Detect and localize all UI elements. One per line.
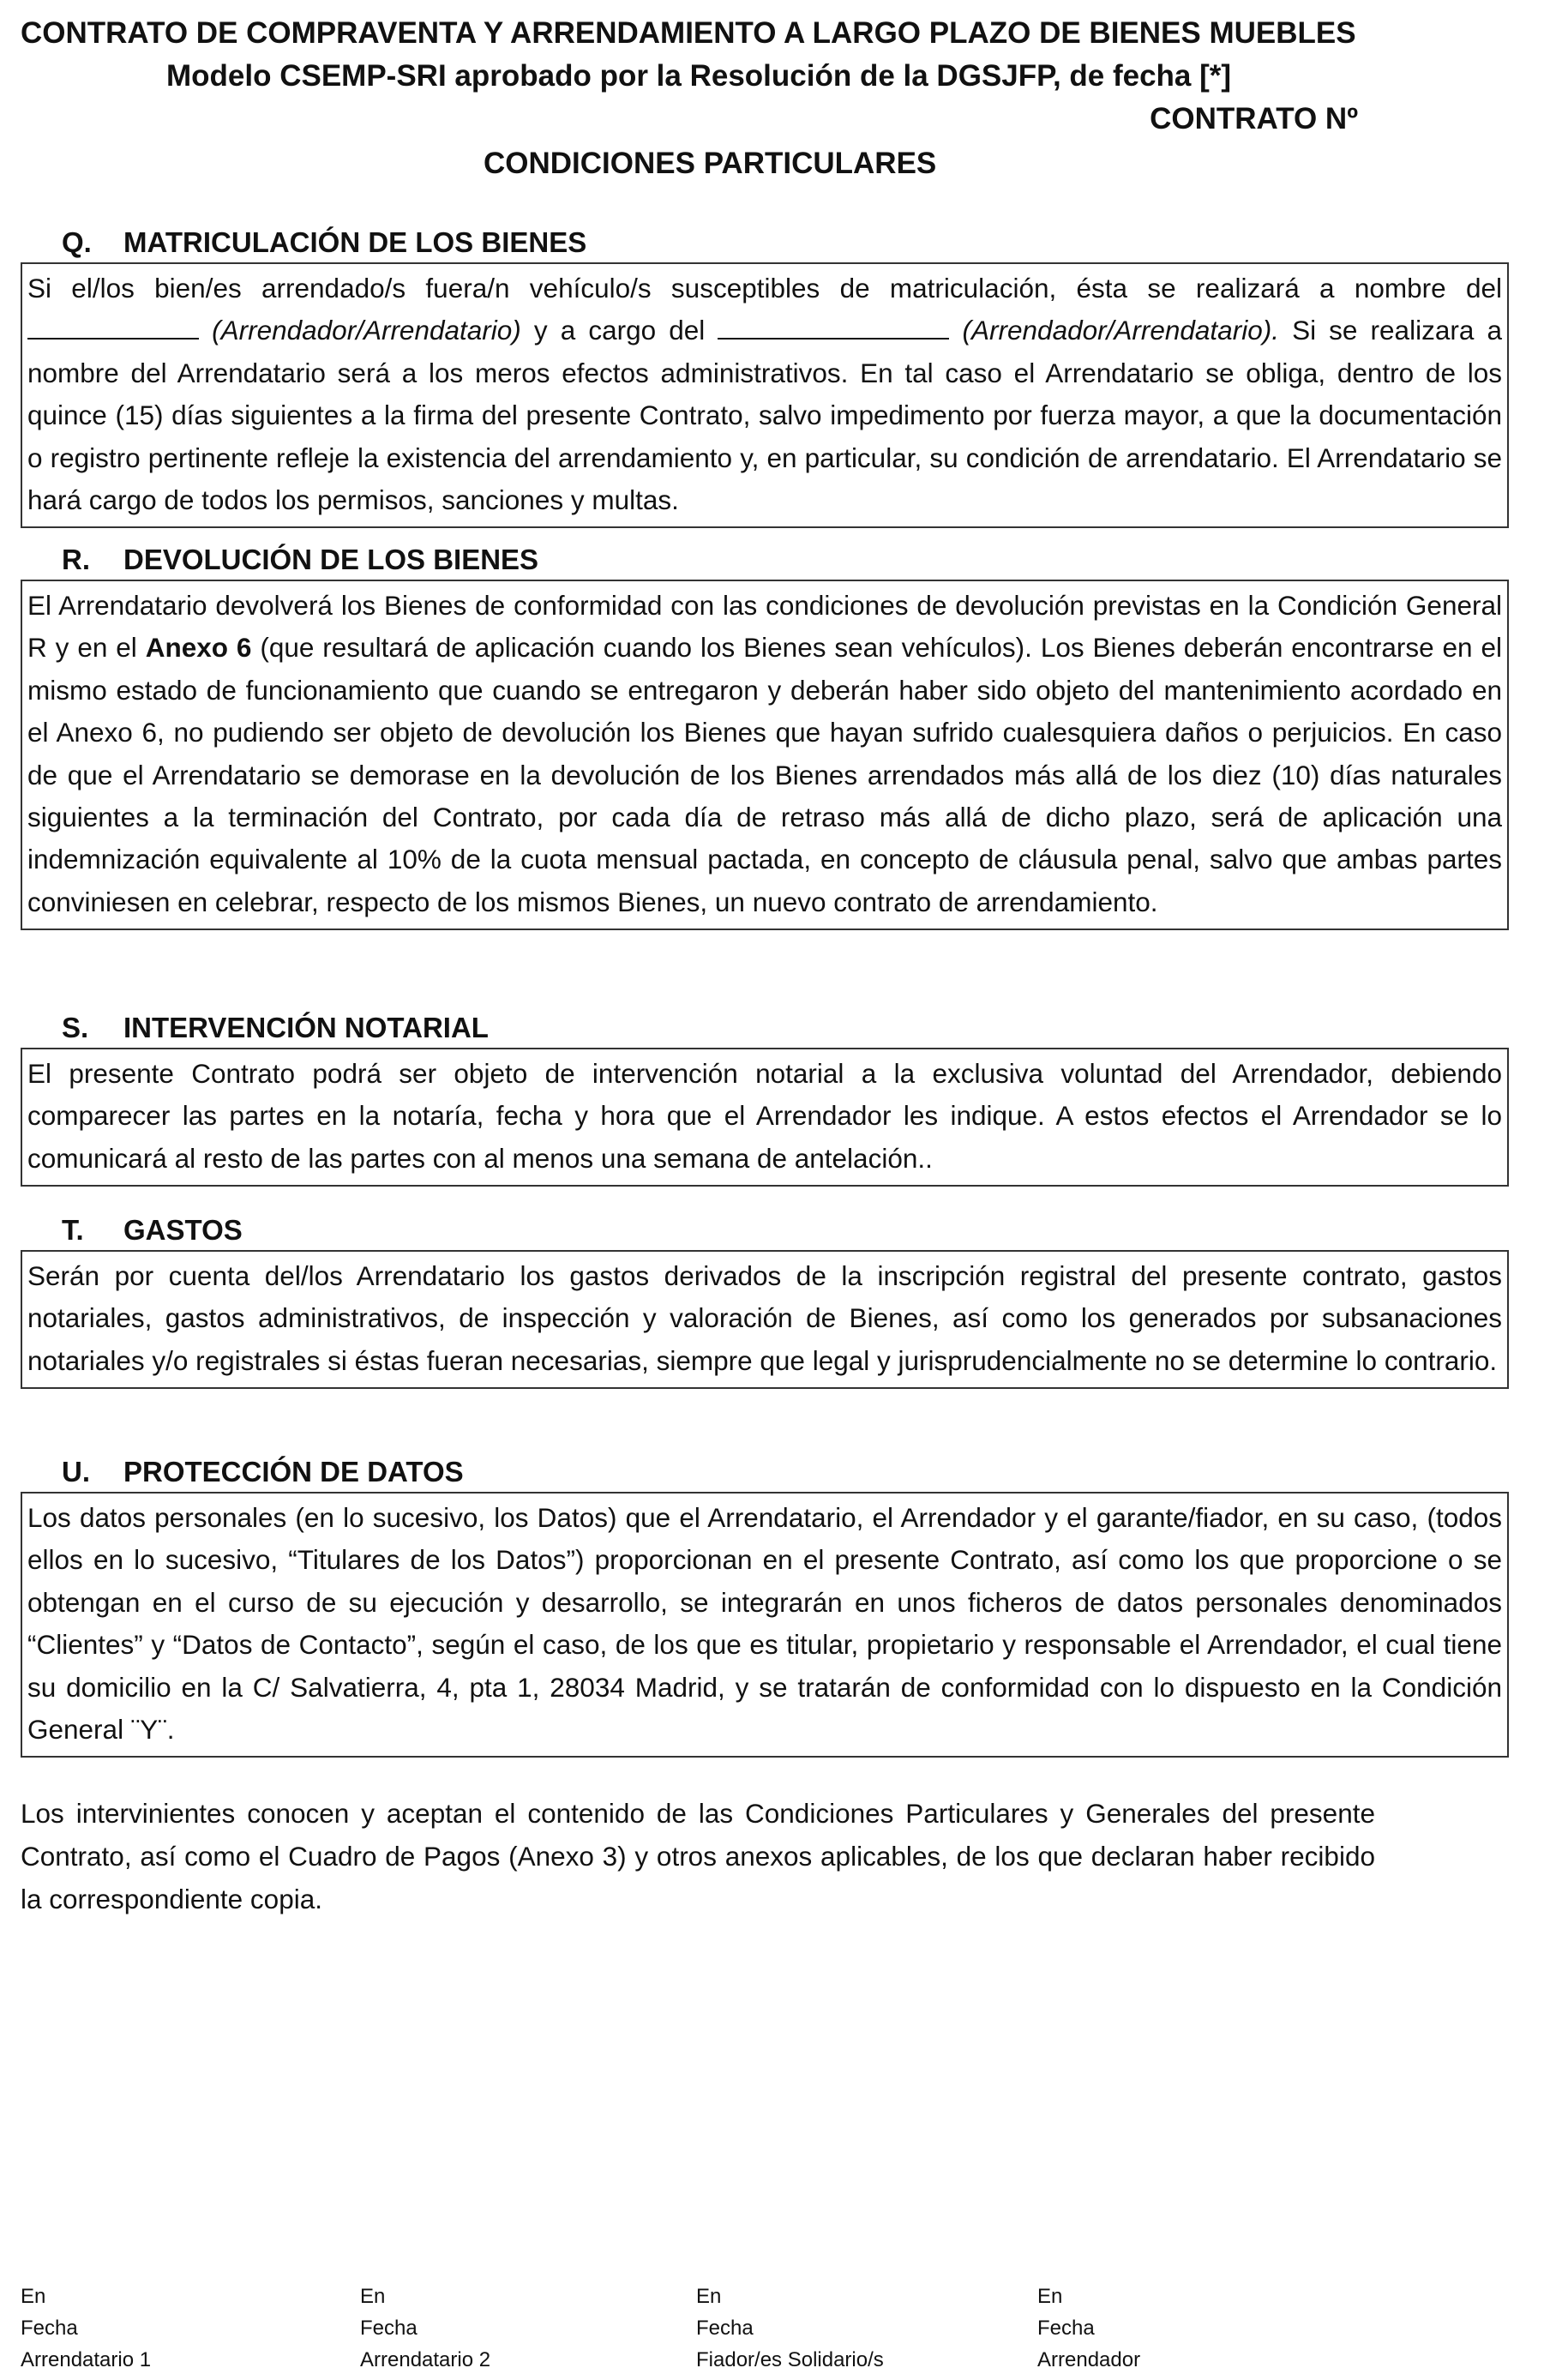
section-q [21, 223, 1509, 528]
section-q-option-1: (Arrendador/Arrendatario) [212, 315, 521, 346]
section-q-option-2: (Arrendador/Arrendatario). [962, 315, 1279, 346]
section-r-text-2: (que resultará de aplicación cuando los Bienes sean vehículos). Los Bienes deberán encontrarse en el mismo estado de funcionamiento que cuando se entregaron y deberán haber sido objeto del mantenimiento acordado en el Anexo 6, no pudiendo ser objeto de devolución los Bienes que hayan sufrido cualesquiera daños o perjuicios. En caso de que el Arrendatario se demorase en la devolución de los Bienes arrendados más allá de los diez (10) días naturales siguientes a la terminación del Contrato, por cada día de retraso más allá de dicho plazo, será de aplicación una indemnización equivalente al 10% de la cuota mensual pactada, en concepto de cláusula penal, salvo que ambas partes conviniesen en celebrar, respecto de los mismos Bienes, un nuevo contrato de arrendamiento. [27, 632, 1502, 917]
section-subtitle: CONDICIONES PARTICULARES [484, 147, 937, 180]
section-t-title: GASTOS [123, 1214, 243, 1246]
signature-block [21, 2281, 1550, 2375]
document-header [21, 12, 1529, 185]
signature-date: Fecha [696, 2317, 754, 2340]
section-u [21, 1452, 1509, 1758]
blank-field-payer[interactable] [718, 314, 949, 340]
section-t-letter: T. [62, 1214, 84, 1246]
blank-field-registrant[interactable] [27, 314, 199, 340]
signature-arrendador [1037, 2281, 1140, 2376]
section-r-annex-ref: Anexo 6 [145, 632, 252, 664]
signature-date: Fecha [21, 2317, 78, 2340]
document-title: CONTRATO DE COMPRAVENTA Y ARRENDAMIENTO A LARGO PLAZO DE BIENES MUEBLES [21, 16, 1356, 50]
section-u-body: Los datos personales (en lo sucesivo, los Datos) que el Arrendatario, el Arrendador y el garante/fiador, en su caso, (todos ellos en lo sucesivo, “Titulares de los Datos”) proporcionan en el presente Contrato, así como los que proporcione o se obtengan en el curso de su ejecución y desarrollo, se integrarán en unos ficheros de datos personales denominados “Clientes” y “Datos de Contacto”, según el caso, de los que es titular, propietario y responsable el Arrendador, el cual tiene su domicilio en la C/ Salvatierra, 4, pta 1, 28034 Madrid, y se tratarán de conformidad con lo dispuesto en la Condición General ¨Y¨. [21, 1492, 1509, 1758]
section-r-body [21, 580, 1509, 930]
signature-role: Arrendatario 1 [21, 2348, 152, 2371]
section-q-letter: Q. [62, 226, 92, 258]
section-s-heading [21, 1008, 1509, 1048]
signature-arrendatario-2 [360, 2281, 490, 2376]
section-q-text-2: Si se realizara a nombre del Arrendatario será a los meros efectos administrativos. En tal caso el Arrendatario se obliga, dentro de los quince (15) días siguientes a la firma del presente Contrato, salvo impedimento por fuerza mayor, a que la documentación o registro pertinente refleje la existencia del arrendamiento y, en particular, su condición de arrendatario. El Arrendatario se hará cargo de todos los permisos, sanciones y multas. [27, 315, 1502, 516]
section-r-title: DEVOLUCIÓN DE LOS BIENES [123, 544, 539, 575]
signature-arrendatario-1 [21, 2281, 151, 2376]
section-q-body [21, 262, 1509, 528]
closing-statement: Los intervinientes conocen y aceptan el contenido de las Condiciones Particulares y Generales del presente Contrato, así como el Cuadro de Pagos (Anexo 3) y otros anexos aplicables, de los que declaran haber recibido la correspondiente copia. [21, 1798, 1375, 1914]
section-u-letter: U. [62, 1456, 90, 1488]
signature-role: Arrendador [1037, 2348, 1141, 2371]
section-r-heading [21, 540, 1509, 580]
section-t-heading [21, 1211, 1509, 1250]
signature-role: Fiador/es Solidario/s [696, 2348, 884, 2371]
section-r [21, 540, 1509, 930]
contract-number-label: CONTRATO Nº [1150, 102, 1358, 135]
section-q-text-mid: y a cargo del [533, 315, 706, 346]
section-q-heading [21, 223, 1509, 262]
signature-role: Arrendatario 2 [360, 2348, 491, 2371]
signature-place: En [21, 2285, 46, 2308]
signature-date: Fecha [360, 2317, 418, 2340]
section-s-title: INTERVENCIÓN NOTARIAL [123, 1012, 489, 1043]
section-s [21, 1008, 1509, 1187]
signature-fiador [696, 2281, 884, 2376]
section-q-title: MATRICULACIÓN DE LOS BIENES [123, 226, 587, 258]
section-s-letter: S. [62, 1012, 89, 1043]
signature-place: En [1037, 2285, 1063, 2308]
section-r-text-1: El Arrendatario devolverá los Bienes de conformidad con las condiciones de devolución previstas en la Condición General R y en el [27, 590, 1502, 664]
section-u-heading [21, 1452, 1509, 1492]
section-r-letter: R. [62, 544, 90, 575]
section-s-body: El presente Contrato podrá ser objeto de intervención notarial a la exclusiva voluntad del Arrendador, debiendo comparecer las partes en la notaría, fecha y hora que el Arrendador les indique. A estos efectos el Arrendador se lo comunicará al resto de las partes con al menos una semana de antelación.. [21, 1048, 1509, 1187]
model-reference: Modelo CSEMP-SRI aprobado por la Resolución de la DGSJFP, de fecha [*] [166, 59, 1232, 93]
section-u-title: PROTECCIÓN DE DATOS [123, 1456, 464, 1488]
section-t [21, 1211, 1509, 1389]
signature-date: Fecha [1037, 2317, 1095, 2340]
signature-place: En [696, 2285, 722, 2308]
section-t-body: Serán por cuenta del/los Arrendatario los gastos derivados de la inscripción registral del presente contrato, gastos notariales, gastos administrativos, de inspección y valoración de Bienes, así como los generados por subsanaciones notariales y/o registrales si éstas fueran necesarias, siempre que legal y jurisprudencialmente no se determine lo contrario. [21, 1250, 1509, 1389]
signature-place: En [360, 2285, 386, 2308]
section-q-text-1: Si el/los bien/es arrendado/s fuera/n vehículo/s susceptibles de matriculación, ésta se realizará a nombre del [27, 273, 1502, 304]
